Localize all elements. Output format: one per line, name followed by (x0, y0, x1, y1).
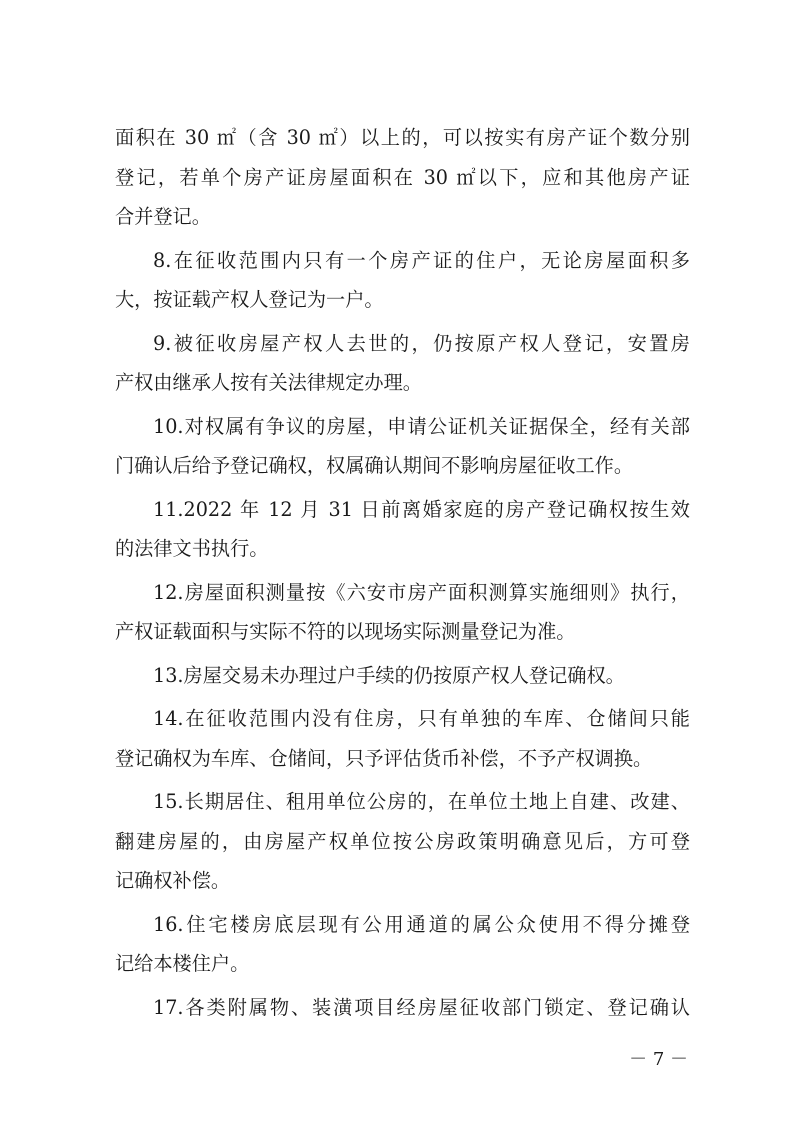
clause-9-line: 9.被征收房屋产权人去世的，仍按原产权人登记，安置房 (153, 331, 690, 355)
clause-11-line: 的法律文书执行。 (115, 537, 269, 560)
page-number: － 7 － (629, 1049, 688, 1070)
clause-9-line: 产权由继承人按有关法律规定办理。 (115, 371, 422, 394)
text-line: 登记，若单个房产证房屋面积在 30 ㎡以下，应和其他房产证 (115, 165, 690, 189)
clause-17-line: 17.各类附属物、装潢项目经房屋征收部门锁定、登记确认 (153, 995, 690, 1019)
clause-11-line: 11.2022 年 12 月 31 日前离婚家庭的房产登记确权按生效 (153, 497, 690, 521)
clause-14-line: 登记确权为车库、仓储间，只予评估货币补偿，不予产权调换。 (115, 746, 653, 770)
text-line: 合并登记。 (115, 205, 211, 228)
clause-12-line: 12.房屋面积测量按《六安市房产面积测算实施细则》执行， (153, 580, 690, 604)
clause-15-line: 记确权补偿。 (115, 869, 231, 892)
text-line: 面积在 30 ㎡（含 30 ㎡）以上的，可以按实有房产证个数分别 (115, 126, 690, 149)
clause-10-line: 门确认后给予登记确权，权属确认期间不影响房屋征收工作。 (115, 454, 634, 477)
clause-16-line: 16.住宅楼房底层现有公用通道的属公众使用不得分摊登 (153, 912, 690, 936)
clause-13-line: 13.房屋交易未办理过户手续的仍按原产权人登记确权。 (153, 663, 625, 687)
clause-12-line: 产权证载面积与实际不符的以现场实际测量登记为准。 (115, 620, 576, 643)
clause-15-line: 翻建房屋的，由房屋产权单位按公房政策明确意见后，方可登 (115, 829, 690, 853)
clause-15-line: 15.长期居住、租用单位公房的，在单位土地上自建、改建、 (153, 790, 690, 813)
clause-16-line: 记给本楼住户。 (115, 952, 250, 975)
clause-14-line: 14.在征收范围内没有住房，只有单独的车库、仓储间只能 (153, 707, 690, 730)
clause-10-line: 10.对权属有争议的房屋，申请公证机关证据保全，经有关部 (153, 414, 690, 438)
document-body (115, 118, 690, 1027)
clause-8-line: 大，按证载产权人登记为一户。 (115, 288, 384, 311)
clause-8-line: 8.在征收范围内只有一个房产证的住户，无论房屋面积多 (153, 248, 690, 272)
